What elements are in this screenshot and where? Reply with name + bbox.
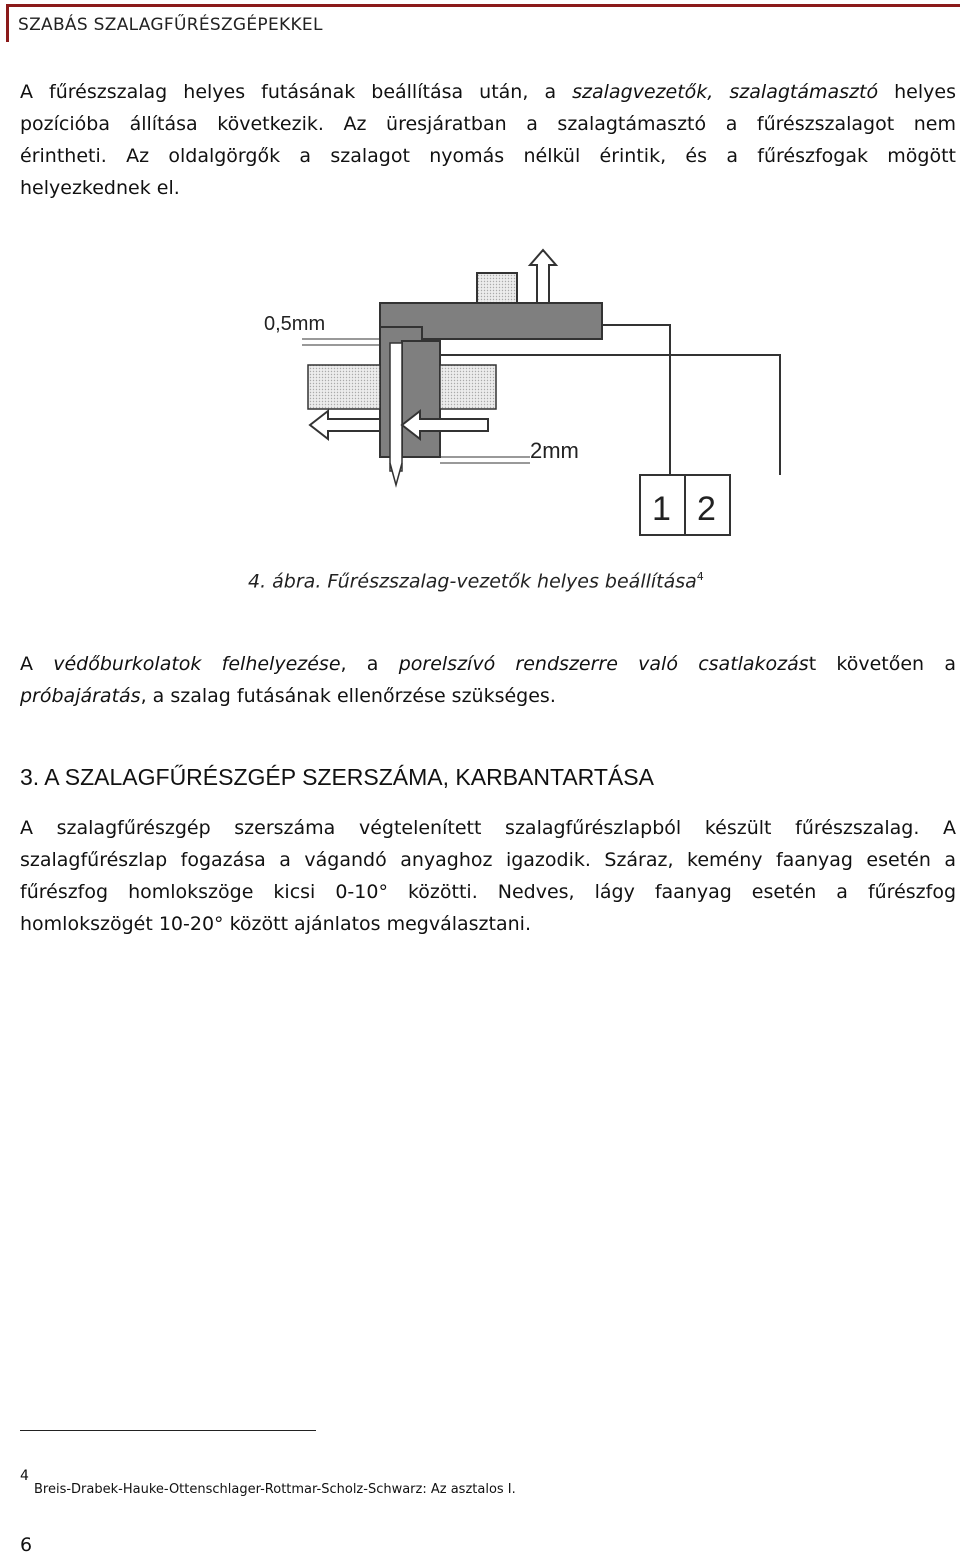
band-guide-diagram [240, 235, 800, 555]
caption-text: Fűrészszalag-vezetők helyes beállítása [327, 570, 697, 593]
page-number: 6 [20, 1534, 33, 1556]
emphasis-run: porelszívó rendszerre való csatlakozás [398, 653, 809, 675]
section-heading: 3. A SZALAGFŰRÉSZGÉP SZERSZÁMA, KARBANTARTÁSA [20, 764, 654, 790]
text-run: t követően a [808, 653, 956, 675]
text-run: A fűrészszalag helyes futásának beállítása után, a [20, 81, 573, 103]
roller-right [440, 365, 496, 409]
footnote-divider [20, 1430, 316, 1431]
emphasis-run: próbajáratás [20, 685, 141, 707]
side-arrow-right [402, 411, 488, 439]
text-run: , a szalag futásának ellenőrzése szükséges. [140, 685, 556, 707]
paragraph-line: pozícióba állítása következik. Az üresjáratban a szalagtámasztó a fűrészszalagot nem [20, 113, 956, 135]
paragraph-protection [20, 648, 956, 712]
paragraph-line [20, 680, 956, 712]
box-1-label: 1 [652, 490, 671, 528]
paragraph-intro [20, 76, 956, 204]
guide-post [477, 273, 517, 303]
emphasis-run: szalagvezetők, szalagtámasztó [572, 81, 879, 103]
paragraph-line: érintheti. Az oldalgörgők a szalagot nyomás nélkül érintik, és a fűrészfogak mögött [20, 145, 956, 167]
saw-blade [390, 343, 402, 471]
footnote-number: 4 [20, 1468, 29, 1484]
paragraph-line [20, 76, 956, 108]
saw-blade-tip [390, 463, 402, 485]
footnote-text: Breis-Drabek-Hauke-Ottenschlager-Rottmar-Scholz-Schwarz: Az asztalos I. [34, 1482, 516, 1497]
paragraph-line: helyezkednek el. [20, 177, 180, 199]
footnote-ref[interactable]: 4 [696, 570, 704, 583]
dimension-label-top: 0,5mm [264, 313, 326, 335]
band-guide-figure [240, 235, 800, 555]
caption-prefix: 4. ábra. [248, 570, 328, 593]
side-arrow-left [310, 411, 380, 439]
paragraph-line: szalagfűrészlap fogazása a vágandó anyaghoz igazodik. Száraz, kemény faanyag esetén a [20, 849, 956, 871]
dimension-label-side: 2mm [530, 438, 579, 463]
connector-line [602, 325, 670, 475]
text-run: , a [340, 653, 399, 675]
figure-caption [248, 570, 704, 592]
paragraph-line: A szalagfűrészgép szerszáma végtelenített szalagfűrészlapból készült fűrészszalag. A [20, 817, 956, 839]
roller-left [308, 365, 380, 409]
paragraph-line: fűrészfog homlokszöge kicsi 0-10° közötti. Nedves, lágy faanyag esetén a fűrészfog [20, 881, 956, 903]
running-header-title: SZABÁS SZALAGFŰRÉSZGÉPEKKEL [18, 15, 323, 35]
paragraph-line [20, 648, 956, 680]
text-run: A [20, 653, 54, 675]
emphasis-run: védőburkolatok felhelyezése [53, 653, 341, 675]
paragraph-tooling [20, 812, 956, 940]
paragraph-line: homlokszögét 10-20° között ajánlatos megválasztani. [20, 913, 531, 935]
box-2-label: 2 [697, 490, 716, 528]
text-run: helyes [878, 81, 956, 103]
